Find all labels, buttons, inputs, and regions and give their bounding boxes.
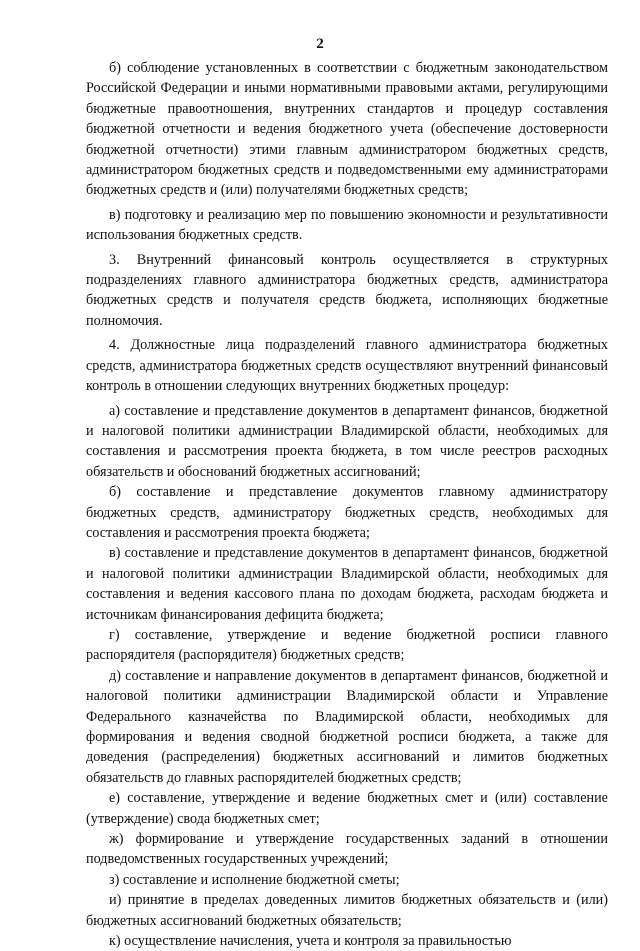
procedure-v: в) составление и представление документов в департамент финансов, бюджетной и налоговой политики администрации Владимирской области, необходимых для составления и ведения кассового плана по доходам бюджета, расходам бюджета и источникам финансирования дефицита бюджета; bbox=[86, 545, 608, 623]
procedure-z: з) составление и исполнение бюджетной сметы; bbox=[109, 871, 400, 888]
procedure-i: и) принятие в пределах доведенных лимитов бюджетных обязательств и (или) бюджетных ассигнований бюджетных обязательств; bbox=[86, 892, 608, 929]
item-v-efficiency-measures: в) подготовку и реализацию мер по повышению экономности и результативности использования бюджетных средств. bbox=[86, 206, 608, 244]
procedure-k: к) осуществление начисления, учета и контроля за правильностью bbox=[109, 933, 512, 950]
point-3-control-units: 3. Внутренний финансовый контроль осуществляется в структурных подразделениях главного администратора бюджетных средств, администратора бюджетных средств и получателя средств бюджета, исполняющих бюджетные полномочия. bbox=[86, 251, 608, 329]
procedure-a: а) составление и представление документов в департамент финансов, бюджетной и налоговой политики администрации Владимирской области, необходимых для составления и рассмотрения проекта бюджета, в том числе реестров расходных обязательств и обоснований бюджетных ассигнований; bbox=[86, 402, 608, 480]
procedure-g: г) составление, утверждение и ведение бюджетной росписи главного распорядителя (распорядителя) бюджетных средств; bbox=[86, 626, 608, 664]
page-number: 2 bbox=[316, 36, 324, 52]
procedure-zh: ж) формирование и утверждение государственных заданий в отношении подведомственных государственных учреждений; bbox=[86, 831, 608, 868]
procedure-e: е) составление, утверждение и ведение бюджетных смет и (или) составление (утверждение) свода бюджетных смет; bbox=[86, 790, 608, 827]
procedure-d: д) составление и направление документов в департамент финансов, бюджетной и налоговой политики администрации Владимирской области и Управление Федерального казначейства по Владимирской области, необходимых для формирования и ведения сводной бюджетной росписи бюджета, а также для доведения (распределения) бюджетных ассигнований и лимитов бюджетных обязательств до главных распорядителей бюджетных средств; bbox=[86, 667, 608, 786]
document-body bbox=[86, 58, 608, 951]
point-4-procedures-intro: 4. Должностные лица подразделений главного администратора бюджетных средств, администратора бюджетных средств осуществляют внутренний финансовый контроль в отношении следующих внутренних бюджетных процедур: bbox=[86, 337, 608, 395]
item-b-compliance: б) соблюдение установленных в соответствии с бюджетным законодательством Российской Федерации и иными нормативными правовыми актами, регулирующими бюджетные правоотношения, внутренних стандартов и процедур составления бюджетной отчетности и ведения бюджетного учета (обеспечение достоверности бюджетной отчетности) этими главным администратором бюджетных средств, администратором бюджетных средств и подведомственными ему администраторами бюджетных средств и (или) получателями бюджетных средств; bbox=[86, 60, 608, 199]
procedure-b: б) составление и представление документов главному администратору бюджетных средств, администратору бюджетных средств, необходимых для составления и рассмотрения проекта бюджета; bbox=[86, 484, 608, 541]
